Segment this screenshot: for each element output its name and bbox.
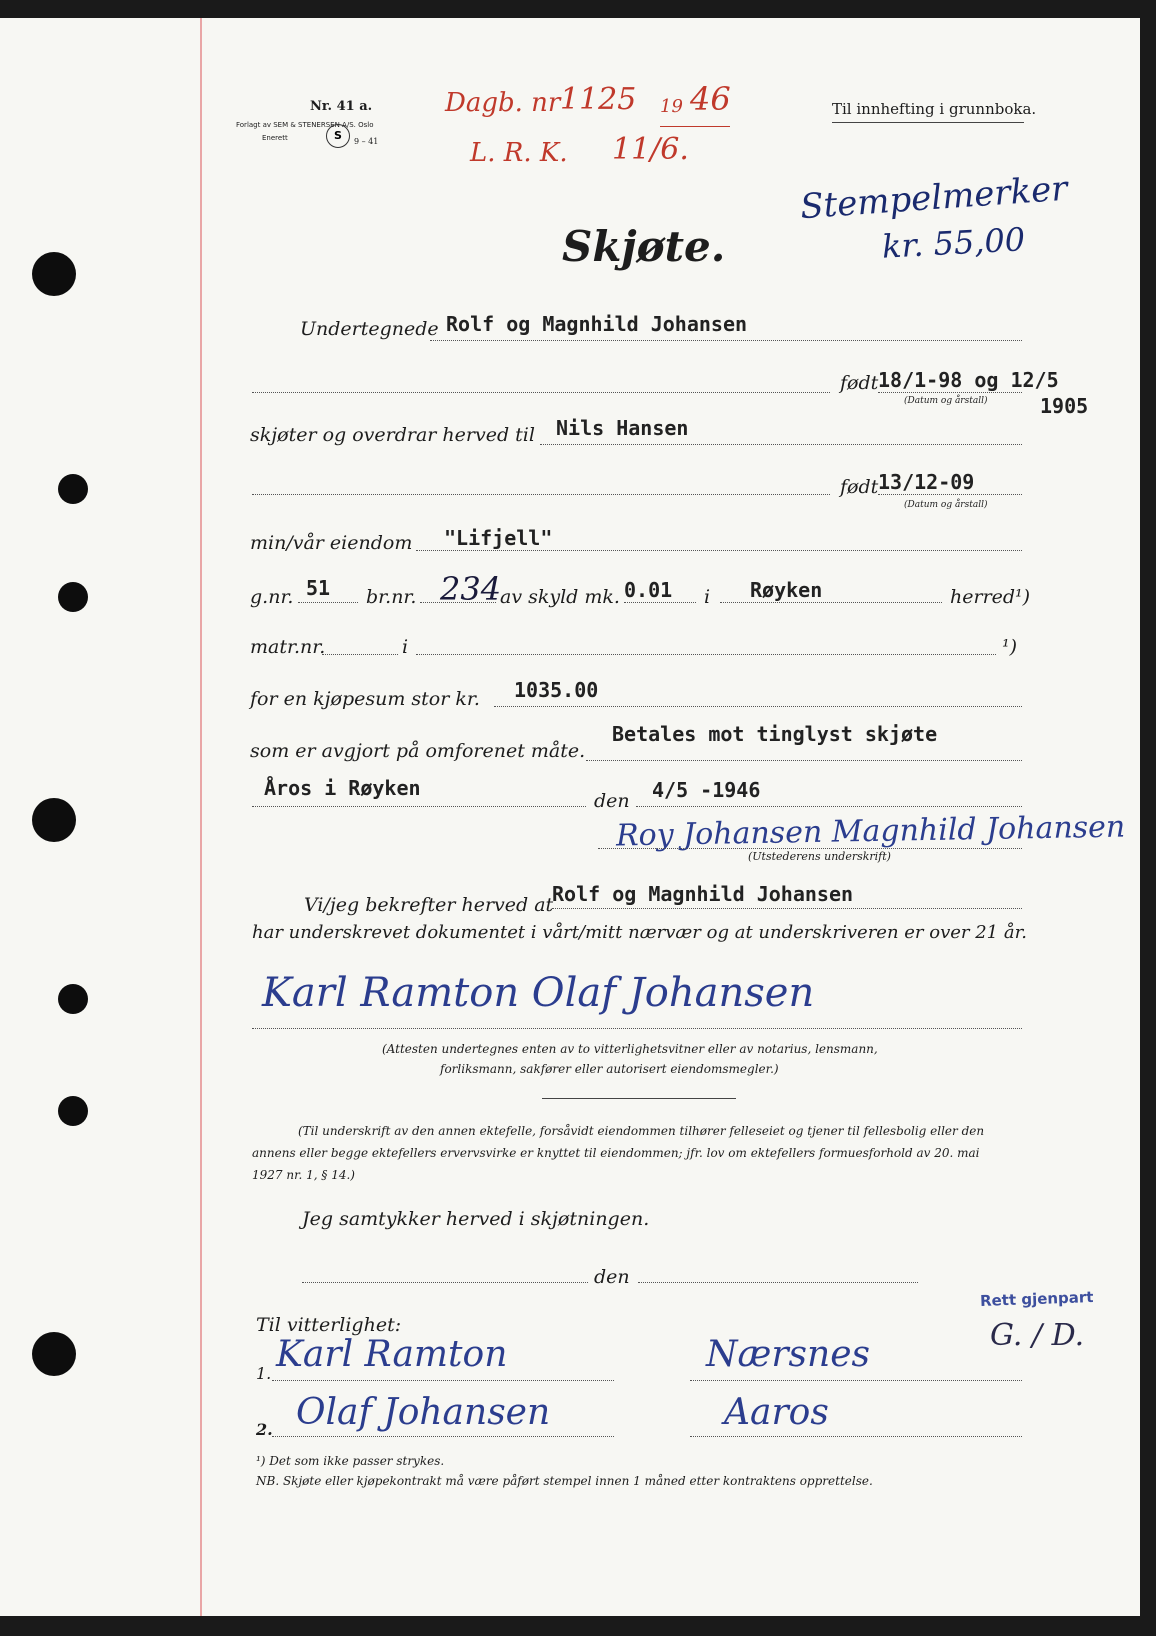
- gnr-value: 51: [306, 576, 331, 600]
- gnr-label: g.nr.: [250, 586, 294, 608]
- den-label: den: [594, 790, 630, 812]
- punch-hole: [58, 474, 88, 504]
- undertegnede-line: [430, 340, 1022, 341]
- skjoter-label: skjøter og overdrar herved til: [250, 424, 535, 446]
- attest-signature-line: [252, 1028, 1022, 1029]
- herred-line: [720, 602, 942, 603]
- binding-note: Til innhefting i grunnboka.: [832, 100, 1037, 118]
- witness-1-number: 1.: [256, 1364, 272, 1383]
- witness-1-place: Nærsnes: [706, 1334, 870, 1375]
- margin-line: [200, 18, 202, 1616]
- stamp-note-line1: Stempelmerker: [798, 168, 1069, 228]
- fodt1-value: 18/1-98 og 12/5: [878, 368, 1059, 392]
- consent-place-line: [302, 1282, 588, 1283]
- attest-signatures: Karl Ramton Olaf Johansen: [262, 970, 815, 1016]
- matr-end: ¹): [1002, 636, 1018, 658]
- utsteder-signature: Roy Johansen Magnhild Johansen: [615, 809, 1126, 854]
- consent-den-label: den: [594, 1266, 630, 1288]
- punch-hole: [32, 1332, 76, 1376]
- eiendom-label: min/vår eiendom: [250, 532, 413, 554]
- herred-value: Røyken: [750, 578, 823, 602]
- attest-label: Vi/jeg bekrefter herved at: [304, 894, 554, 916]
- punch-hole: [58, 984, 88, 1014]
- binding-note-underline: [832, 122, 1024, 123]
- publisher-line: Forlagt av SEM & STENERSEN A/S. Oslo: [236, 121, 374, 129]
- buyer-value: Nils Hansen: [556, 416, 689, 440]
- brnr-label: br.nr.: [366, 586, 417, 608]
- kjopesum-label: for en kjøpesum stor kr.: [250, 688, 480, 710]
- consent-date-line: [638, 1282, 918, 1283]
- utsteder-label: (Utstederens underskrift): [748, 850, 891, 863]
- stamp-note-line2: kr. 55,00: [881, 220, 1027, 266]
- fodt2-label: født: [840, 476, 879, 498]
- fodt1-extra: 1905: [1040, 394, 1089, 418]
- matr-i-line: [416, 654, 996, 655]
- dato-value: 4/5 -1946: [652, 778, 761, 802]
- skyld-label: av skyld mk.: [500, 586, 620, 608]
- form-number: Nr. 41 a.: [310, 99, 373, 114]
- publisher-enerett: Enerett: [262, 134, 288, 142]
- document-title: Skjøte.: [562, 222, 726, 271]
- witness-1-name: Karl Ramton: [276, 1334, 508, 1375]
- dagb-year-prefix: 19: [660, 96, 683, 117]
- punch-hole: [32, 252, 76, 296]
- publisher-logo: S: [326, 124, 350, 148]
- sted-line: [252, 806, 586, 807]
- fodt2-value-line: [878, 494, 1022, 495]
- footer-note-2: NB. Skjøte eller kjøpekontrakt må være påført stempel innen 1 måned etter kontraktens opprettelse.: [256, 1474, 873, 1488]
- witness-1-place-line: [690, 1380, 1022, 1381]
- fodt2-line: [252, 494, 830, 495]
- publisher-date: 9 – 41: [354, 137, 379, 146]
- matr-label: matr.nr.: [250, 636, 326, 658]
- attest-note-1: (Attesten undertegnes enten av to vitterlighetsvitner eller av notarius, lensmann,: [382, 1042, 878, 1056]
- spouse-note-3: 1927 nr. 1, § 14.): [252, 1168, 355, 1182]
- lrk-date: 11/6.: [612, 132, 689, 167]
- punch-hole: [32, 798, 76, 842]
- footer-note-1: ¹) Det som ikke passer strykes.: [256, 1454, 445, 1468]
- kjopesum-line: [494, 706, 1022, 707]
- punch-hole: [58, 582, 88, 612]
- betales-line: [586, 760, 1022, 761]
- attest-statement: har underskrevet dokumentet i vårt/mitt nærvær og at underskriveren er over 21 år.: [252, 922, 1027, 943]
- eiendom-value: "Lifjell": [444, 526, 553, 550]
- spouse-note-1: (Til underskrift av den annen ektefelle, forsåvidt eiendommen tilhører felleseiet og tjener til fellesbolig eller den: [298, 1124, 985, 1138]
- dato-line: [636, 806, 1022, 807]
- witness-label: Til vitterlighet:: [256, 1314, 402, 1336]
- lrk-label: L. R. K.: [470, 138, 568, 168]
- fodt2-value: 13/12-09: [878, 470, 975, 494]
- i-label: i: [704, 586, 711, 608]
- eiendom-line: [416, 550, 1022, 551]
- stamp-initials: G. / D.: [990, 1318, 1085, 1353]
- skyld-value: 0.01: [624, 578, 673, 602]
- datum-note-1: (Datum og årstall): [904, 396, 988, 406]
- attest-note-2: forliksmann, sakfører eller autorisert eiendomsmegler.): [440, 1062, 779, 1076]
- sted-value: Åros i Røyken: [264, 776, 421, 800]
- spouse-note-2: annens eller begge ektefellers ervervsvirke er knyttet til eiendommen; jfr. lov om ektefellers formuesforhold av 20. mai: [252, 1146, 980, 1160]
- herred-label: herred¹): [950, 586, 1031, 608]
- dagb-label: Dagb. nr: [445, 88, 561, 118]
- witness-2-name: Olaf Johansen: [296, 1392, 551, 1433]
- undertegnede-label: Undertegnede: [300, 318, 439, 340]
- dagb-underline: [660, 126, 730, 127]
- dagb-year: 46: [690, 80, 731, 118]
- avgjort-label: som er avgjort på omforenet måte.: [250, 740, 586, 762]
- betales-value: Betales mot tinglyst skjøte: [612, 722, 938, 746]
- matr-i: i: [402, 636, 409, 658]
- fodt1-label: født: [840, 372, 879, 394]
- attest-line: [552, 908, 1022, 909]
- skyld-line: [624, 602, 696, 603]
- witness-2-number: 2.: [256, 1420, 273, 1439]
- kjopesum-value: 1035.00: [514, 678, 599, 702]
- separator: [542, 1098, 736, 1099]
- brnr-value: 234: [440, 570, 502, 608]
- utsteder-line: [598, 848, 1022, 849]
- witness-1-name-line: [272, 1380, 614, 1381]
- witness-2-place-line: [690, 1436, 1022, 1437]
- undertegnede-value: Rolf og Magnhild Johansen: [446, 312, 748, 336]
- witness-2-name-line: [272, 1436, 614, 1437]
- stamp-rett-gjenpart: Rett gjenpart: [979, 1288, 1094, 1310]
- datum-note-2: (Datum og årstall): [904, 500, 988, 510]
- attest-value: Rolf og Magnhild Johansen: [552, 882, 854, 906]
- witness-2-place: Aaros: [724, 1392, 829, 1433]
- brnr-line: [420, 602, 496, 603]
- buyer-line: [540, 444, 1022, 445]
- fodt1-value-line: [878, 392, 1022, 393]
- gnr-line: [298, 602, 358, 603]
- matr-line: [322, 654, 398, 655]
- punch-hole: [58, 1096, 88, 1126]
- dagb-number: 1125: [560, 82, 637, 117]
- fodt1-line: [252, 392, 830, 393]
- consent-text: Jeg samtykker herved i skjøtningen.: [302, 1208, 650, 1230]
